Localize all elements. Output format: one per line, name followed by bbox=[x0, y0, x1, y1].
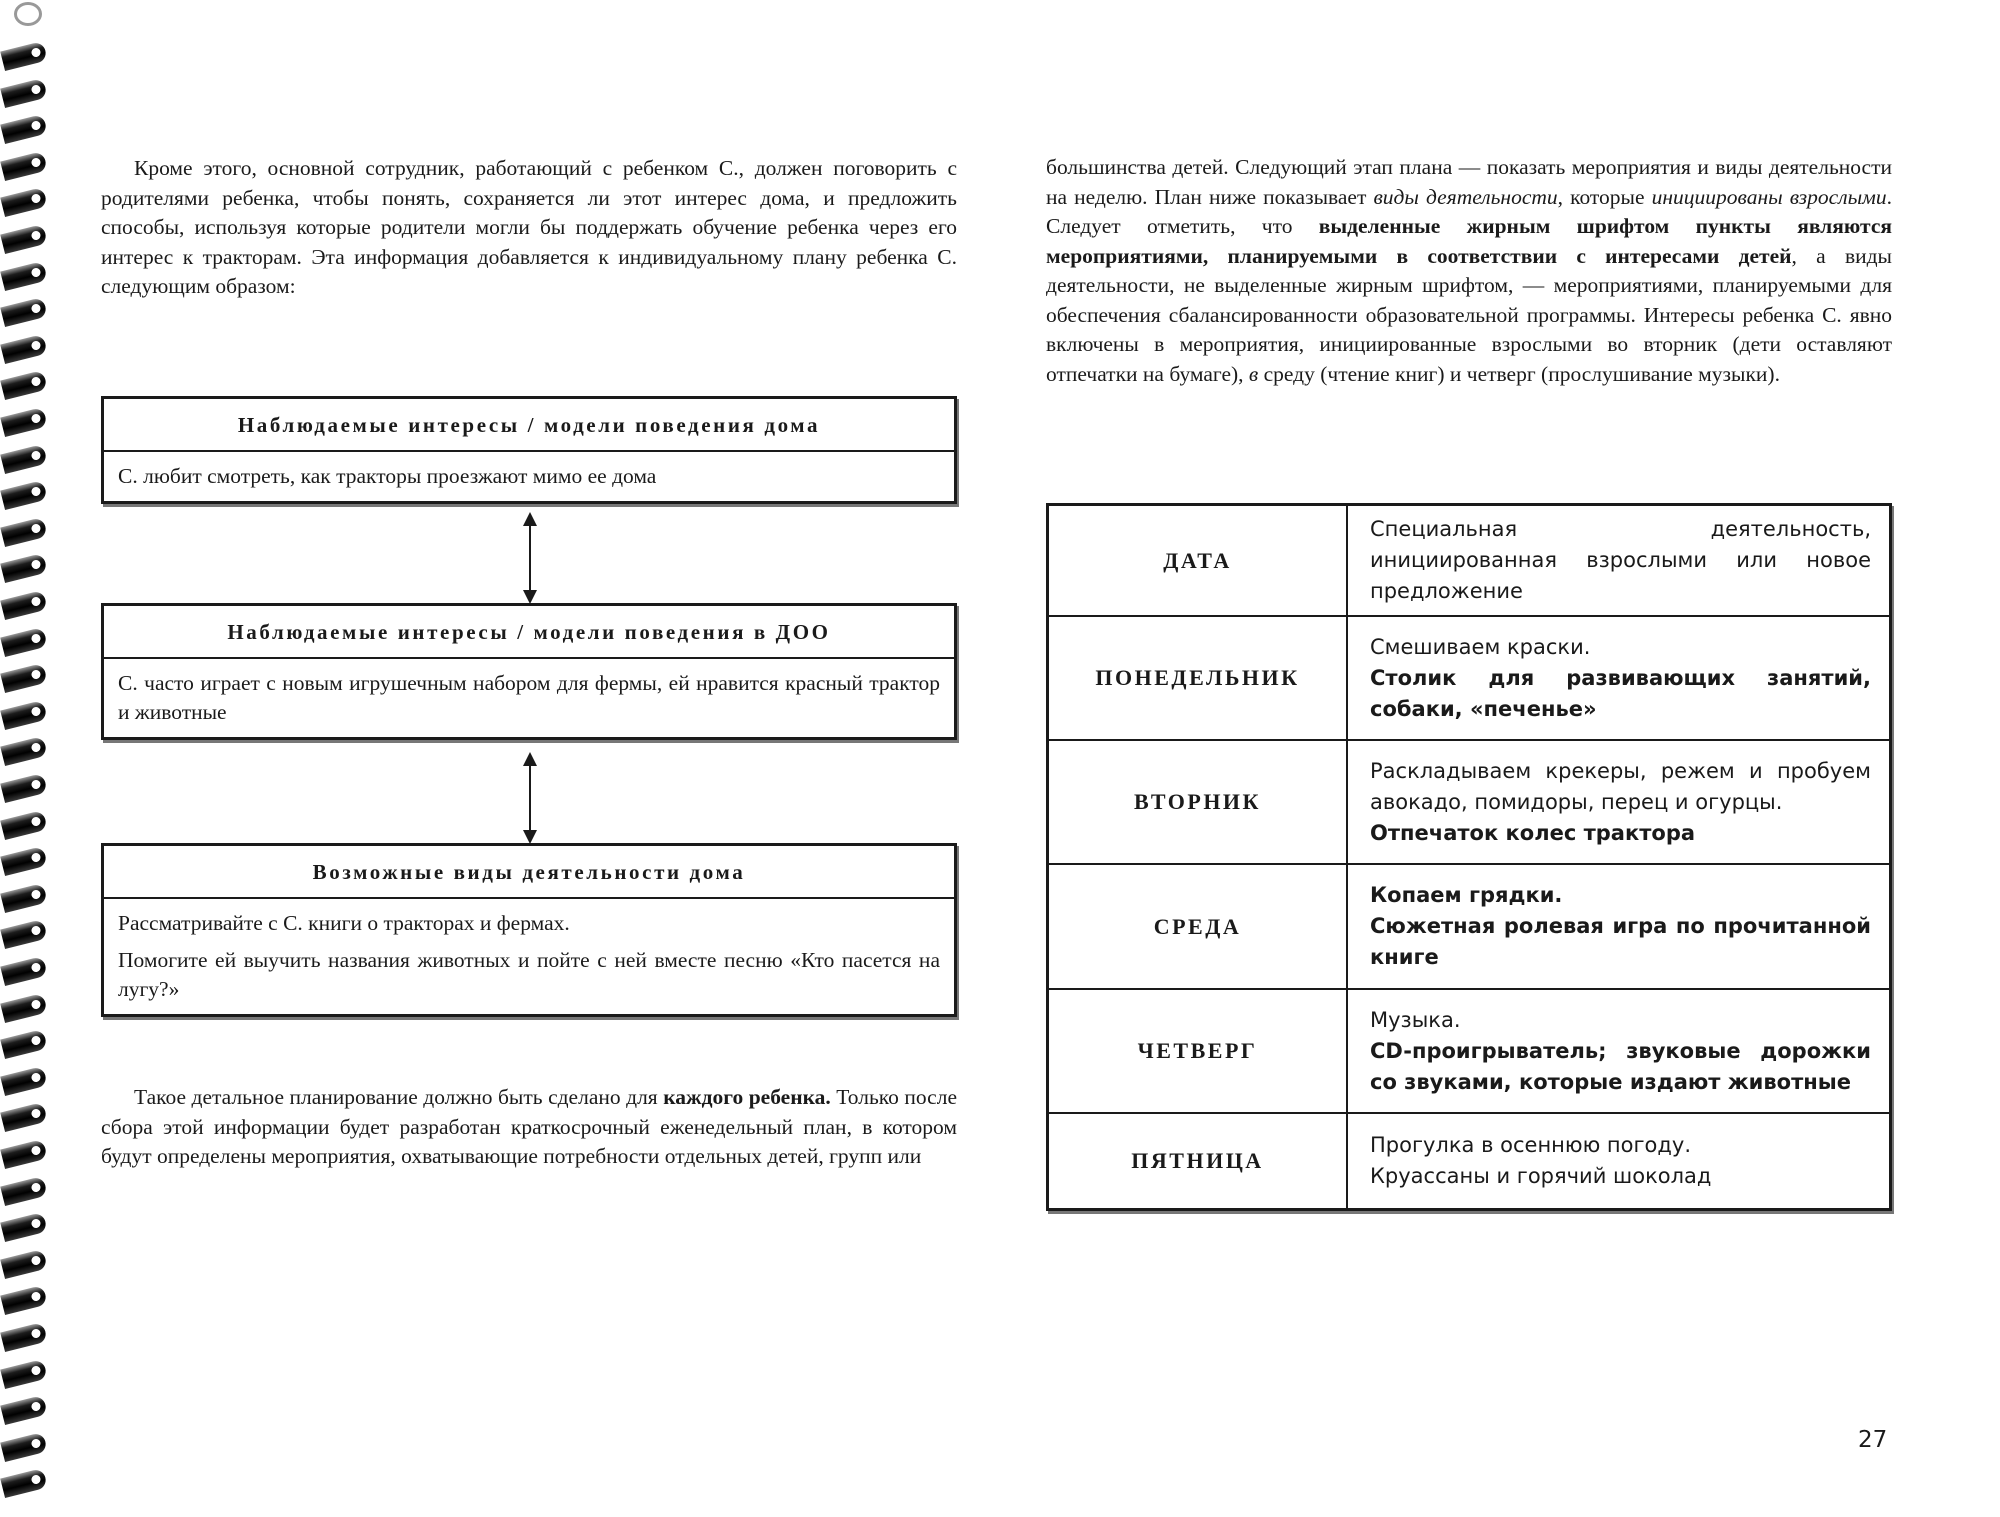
binding-ring-icon bbox=[0, 1395, 48, 1425]
binding-ring-icon bbox=[0, 41, 48, 71]
activity-cell: Копаем грядки. Сюжетная ролевая игра по прочитанной книге bbox=[1347, 864, 1891, 989]
intro-paragraph: Кроме этого, основной сотрудник, работающий с ребенком С., должен поговорить с родителями ребенка, чтобы понять, сохраняется ли этот интерес дома, и предложить способы, используя которые родители могли бы поддержать обучение ребенка через его интерес к тракторам. Эта информация добавляется к индивидуальному плану ребенка С. следующим образом: bbox=[101, 156, 957, 298]
binding-ring-icon bbox=[0, 1468, 48, 1498]
day-cell: ДАТА bbox=[1048, 505, 1348, 617]
page-number: 27 bbox=[1858, 1427, 1888, 1453]
day-cell: ПЯТНИЦА bbox=[1048, 1113, 1348, 1209]
binding-ring-icon bbox=[0, 1139, 48, 1169]
day-cell: ВТОРНИК bbox=[1048, 740, 1348, 864]
kindergarten-interests-header: Наблюдаемые интересы / модели поведения в ДОО bbox=[104, 606, 954, 659]
binding-ring-icon bbox=[0, 627, 48, 657]
binding-ring-icon bbox=[0, 919, 48, 949]
home-activities-text-2: Помогите ей выучить названия животных и пойте с ней вместе песню «Кто пасется на лугу?» bbox=[118, 948, 940, 1001]
binding-ring-icon bbox=[0, 810, 48, 840]
home-activities-text-1: Рассматривайте с С. книги о тракторах и фермах. bbox=[118, 911, 570, 935]
home-interests-header: Наблюдаемые интересы / модели поведения дома bbox=[104, 399, 954, 452]
double-arrow-2 bbox=[523, 752, 537, 844]
binding-ring-icon bbox=[0, 846, 48, 876]
binding-ring-icon bbox=[0, 883, 48, 913]
day-cell: ПОНЕДЕЛЬНИК bbox=[1048, 616, 1348, 740]
binding-ring-icon bbox=[0, 700, 48, 730]
binding-ring-icon bbox=[0, 1322, 48, 1352]
binding-ring-icon bbox=[0, 773, 48, 803]
binding-ring-icon bbox=[0, 370, 48, 400]
binding-ring-icon bbox=[0, 1249, 48, 1279]
binding-ring-icon bbox=[14, 2, 42, 26]
binding-ring-icon bbox=[0, 261, 48, 291]
binding-ring-icon bbox=[0, 78, 48, 108]
spiral-binding bbox=[0, 0, 54, 1517]
binding-ring-icon bbox=[0, 1066, 48, 1096]
binding-ring-icon bbox=[0, 187, 48, 217]
binding-ring-icon bbox=[0, 151, 48, 181]
binding-ring-icon bbox=[0, 114, 48, 144]
activity-cell: Прогулка в осеннюю погоду. Круассаны и горячий шоколад bbox=[1347, 1113, 1891, 1209]
day-cell: СРЕДА bbox=[1048, 864, 1348, 989]
binding-ring-icon bbox=[0, 1432, 48, 1462]
binding-ring-icon bbox=[0, 993, 48, 1023]
binding-ring-icon bbox=[0, 1212, 48, 1242]
home-interests-box bbox=[101, 396, 957, 504]
closing-paragraph: Такое детальное планирование должно быть сделано для каждого ребенка. Только после сбора этой информации будет разработан краткосрочный еженедельный план, в котором будут определены мероприятия, охватывающие потребности отдельных детей, групп или bbox=[101, 1085, 963, 1168]
binding-ring-icon bbox=[0, 590, 48, 620]
binding-ring-icon bbox=[0, 517, 48, 547]
binding-ring-icon bbox=[0, 480, 48, 510]
home-interests-text: С. любит смотреть, как тракторы проезжают мимо ее дома bbox=[118, 464, 657, 488]
table-row bbox=[1048, 616, 1891, 740]
binding-ring-icon bbox=[0, 444, 48, 474]
binding-ring-icon bbox=[0, 553, 48, 583]
activity-cell: Смешиваем краски. Столик для развивающих занятий, собаки, «печенье» bbox=[1347, 616, 1891, 740]
day-cell: ЧЕТВЕРГ bbox=[1048, 989, 1348, 1113]
binding-ring-icon bbox=[0, 1359, 48, 1389]
activity-cell: Специальная деятельность, инициированная взрослыми или новое предложение bbox=[1347, 505, 1891, 617]
home-activities-box bbox=[101, 843, 957, 1017]
binding-ring-icon bbox=[0, 956, 48, 986]
binding-ring-icon bbox=[0, 663, 48, 693]
binding-ring-icon bbox=[0, 224, 48, 254]
activity-cell: Раскладываем крекеры, режем и пробуем авокадо, помидоры, перец и огурцы. Отпечаток колес трактора bbox=[1347, 740, 1891, 864]
binding-ring-icon bbox=[0, 1285, 48, 1315]
table-row bbox=[1048, 505, 1891, 617]
binding-ring-icon bbox=[0, 736, 48, 766]
weekly-schedule-table bbox=[1046, 503, 1892, 1211]
kindergarten-interests-text: С. часто играет с новым игрушечным набором для фермы, ей нравится красный трактор и животные bbox=[118, 671, 940, 724]
binding-ring-icon bbox=[0, 297, 48, 327]
double-arrow-1 bbox=[523, 512, 537, 604]
table-row bbox=[1048, 740, 1891, 864]
table-row bbox=[1048, 864, 1891, 989]
right-paragraph: большинства детей. Следующий этап плана — показать мероприятия и виды деятельности на неделю. План ниже показывает виды деятельности, которые инициированы взрослыми. Следует отметить, что выделенные жирным шрифтом пункты являются мероприятиями, планируемыми в соответствии с интересами детей, а виды деятельности, не выделенные жирным шрифтом, — мероприятиями, планируемыми для обеспечения сбалансированности образовательной программы. Интересы ребенка С. явно включены в мероприятия, инициированные взрослыми во вторник (дети оставляют отпечатки на бумаге), в среду (чтение книг) и четверг (прослушивание музыки). bbox=[1046, 155, 1898, 386]
home-activities-header: Возможные виды деятельности дома bbox=[104, 846, 954, 899]
kindergarten-interests-box bbox=[101, 603, 957, 740]
binding-ring-icon bbox=[0, 334, 48, 364]
binding-ring-icon bbox=[0, 1029, 48, 1059]
activity-cell: Музыка. CD-проигрыватель; звуковые дорожки со звуками, которые издают животные bbox=[1347, 989, 1891, 1113]
binding-ring-icon bbox=[0, 407, 48, 437]
table-row bbox=[1048, 1113, 1891, 1209]
binding-ring-icon bbox=[0, 1102, 48, 1132]
binding-ring-icon bbox=[0, 1176, 48, 1206]
table-row bbox=[1048, 989, 1891, 1113]
